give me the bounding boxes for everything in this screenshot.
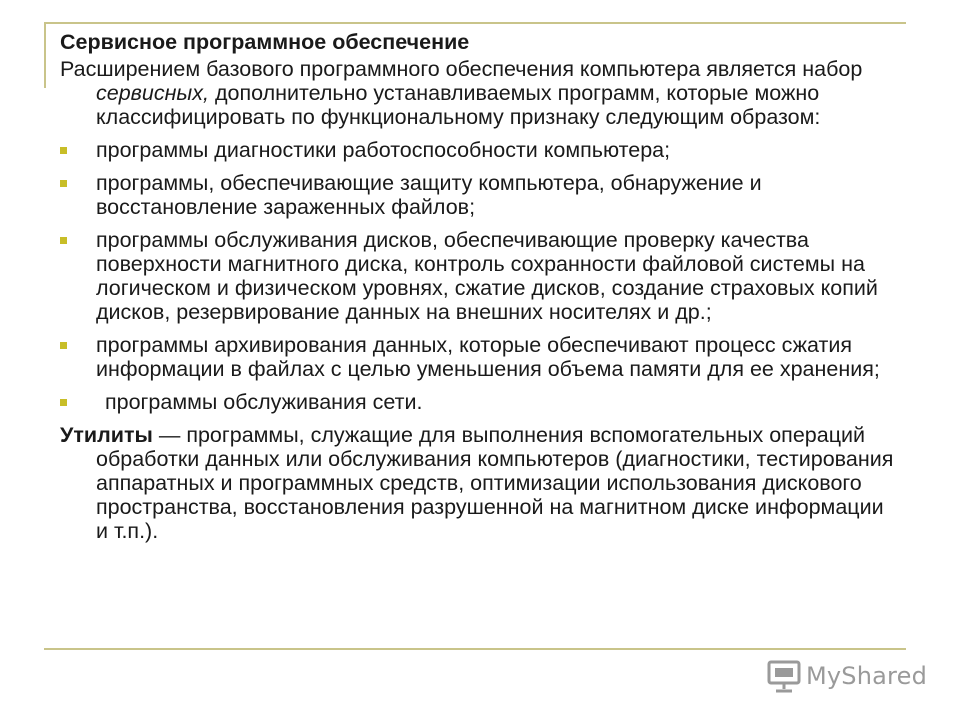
list-item-text: программы, обеспечивающие защиту компьютера, обнаружение и восстановление зараженных файлов; [96, 171, 762, 219]
list-item-text: программы обслуживания дисков, обеспечивающие проверку качества поверхности магнитного диска, контроль сохранности файловой системы на логическом и физическом уровнях, сжатие дисков, создание страховых копий дисков, резервирование данных на внешних носителях и др.; [96, 228, 878, 324]
intro-italic-word: сервисных, [96, 81, 209, 105]
bullet-icon [60, 237, 67, 244]
intro-text-end: дополнительно устанавливаемых программ, которые можно классифицировать по функциональному признаку следующим образом: [96, 81, 821, 129]
bottom-rule [44, 648, 906, 650]
bullet-icon [60, 399, 67, 406]
bullet-icon [60, 180, 67, 187]
list-item [60, 390, 900, 414]
presentation-board-icon [766, 658, 802, 694]
bullet-icon [60, 342, 67, 349]
left-rule [44, 22, 46, 88]
intro-text-start: Расширением базового программного обеспечения компьютера является набор [60, 57, 863, 81]
program-types-list [60, 138, 900, 414]
list-item [60, 228, 900, 324]
watermark-text: MyShared [806, 662, 928, 690]
list-item-text: программы архивирования данных, которые обеспечивают процесс сжатия информации в файлах с целью уменьшения объема памяти для ее хранения; [96, 333, 880, 381]
intro-paragraph [60, 57, 900, 129]
list-item [60, 171, 900, 219]
slide-content [60, 30, 900, 543]
list-item [60, 333, 900, 381]
utilities-definition: — программы, служащие для выполнения вспомогательных операций обработки данных или обслуживания компьютеров (диагностики, тестирования аппаратных и программных средств, оптимизации использования дискового пространства, восстановления разрушенной на магнитном диске информации и т.п.). [96, 423, 894, 543]
utilities-term: Утилиты [60, 423, 153, 447]
list-item-text: программы диагностики работоспособности компьютера; [96, 138, 671, 162]
slide-title: Сервисное программное обеспечение [60, 30, 470, 54]
list-item [60, 138, 900, 162]
utilities-paragraph [60, 423, 900, 543]
bullet-icon [60, 147, 67, 154]
list-item-text: программы обслуживания сети. [105, 390, 423, 414]
watermark-logo[interactable] [766, 656, 927, 696]
top-rule [44, 22, 906, 24]
